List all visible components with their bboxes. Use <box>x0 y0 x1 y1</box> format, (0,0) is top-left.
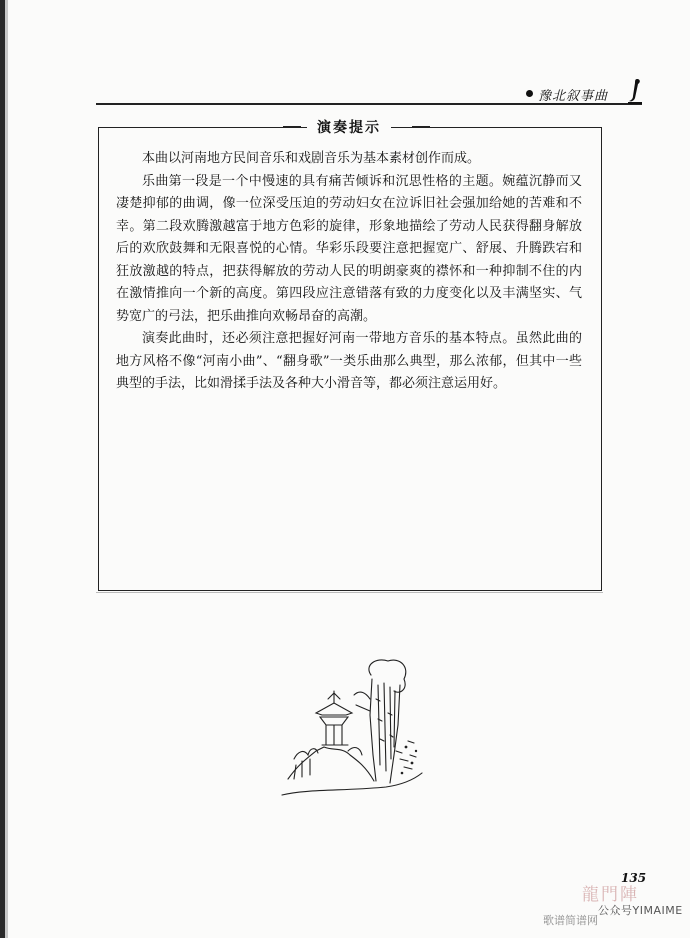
calligraphy-mark-icon <box>628 78 642 104</box>
bottom-rule <box>96 592 603 593</box>
running-header <box>96 84 642 108</box>
paragraph: 本曲以河南地方民间音乐和戏剧音乐为基本素材创作而成。 <box>142 151 481 166</box>
header-title: 豫北叙事曲 <box>538 89 609 104</box>
scan-edge <box>0 0 5 938</box>
paragraph: 乐曲第一段是一个中慢速的具有痛苦倾诉和沉思性格的主题。婉蕴沉静而又凄楚抑郁的曲调，像一位深受压迫的劳动妇女在泣诉旧社会强加给她的苦难和不幸。第二段欢腾激越富于地方色彩的旋律，形象地描绘了劳动人民获得翻身解放后的欢欣鼓舞和无限喜悦的心情。华彩乐段要注意把握宽广、舒展、升腾跌宕和狂放激越的特点，把获得解放的劳动人民的明朗豪爽的襟怀和一种抑制不住的内在激情推向一个新的高度。第四段应注意错落有致的力度变化以及丰满坚实、气势宽广的弓法，把乐曲推向欢畅昂奋的高潮。 <box>116 173 582 324</box>
watermark-wechat: 公众号YIMAIME <box>598 904 683 917</box>
watermark-site: 歌谱简谱网 <box>543 914 598 927</box>
pavilion-mountain-icon <box>276 655 426 800</box>
box-title-dash-right <box>412 126 430 128</box>
watermark-logo: 龍門陣 <box>582 885 639 905</box>
notes-content <box>116 148 582 396</box>
box-title: 演奏提示 <box>307 117 391 137</box>
page-number: 135 <box>621 871 647 885</box>
header-bullet <box>526 90 533 97</box>
box-title-dash-left <box>283 126 301 128</box>
paragraph: 演奏此曲时，还必须注意把握好河南一带地方音乐的基本特点。虽然此曲的地方风格不像“河南小曲”、“翻身歌”一类乐曲那么典型，那么浓郁，但其中一些典型的手法，比如滑揉手法及各种大小滑音等，都必须注意运用好。 <box>116 331 582 391</box>
